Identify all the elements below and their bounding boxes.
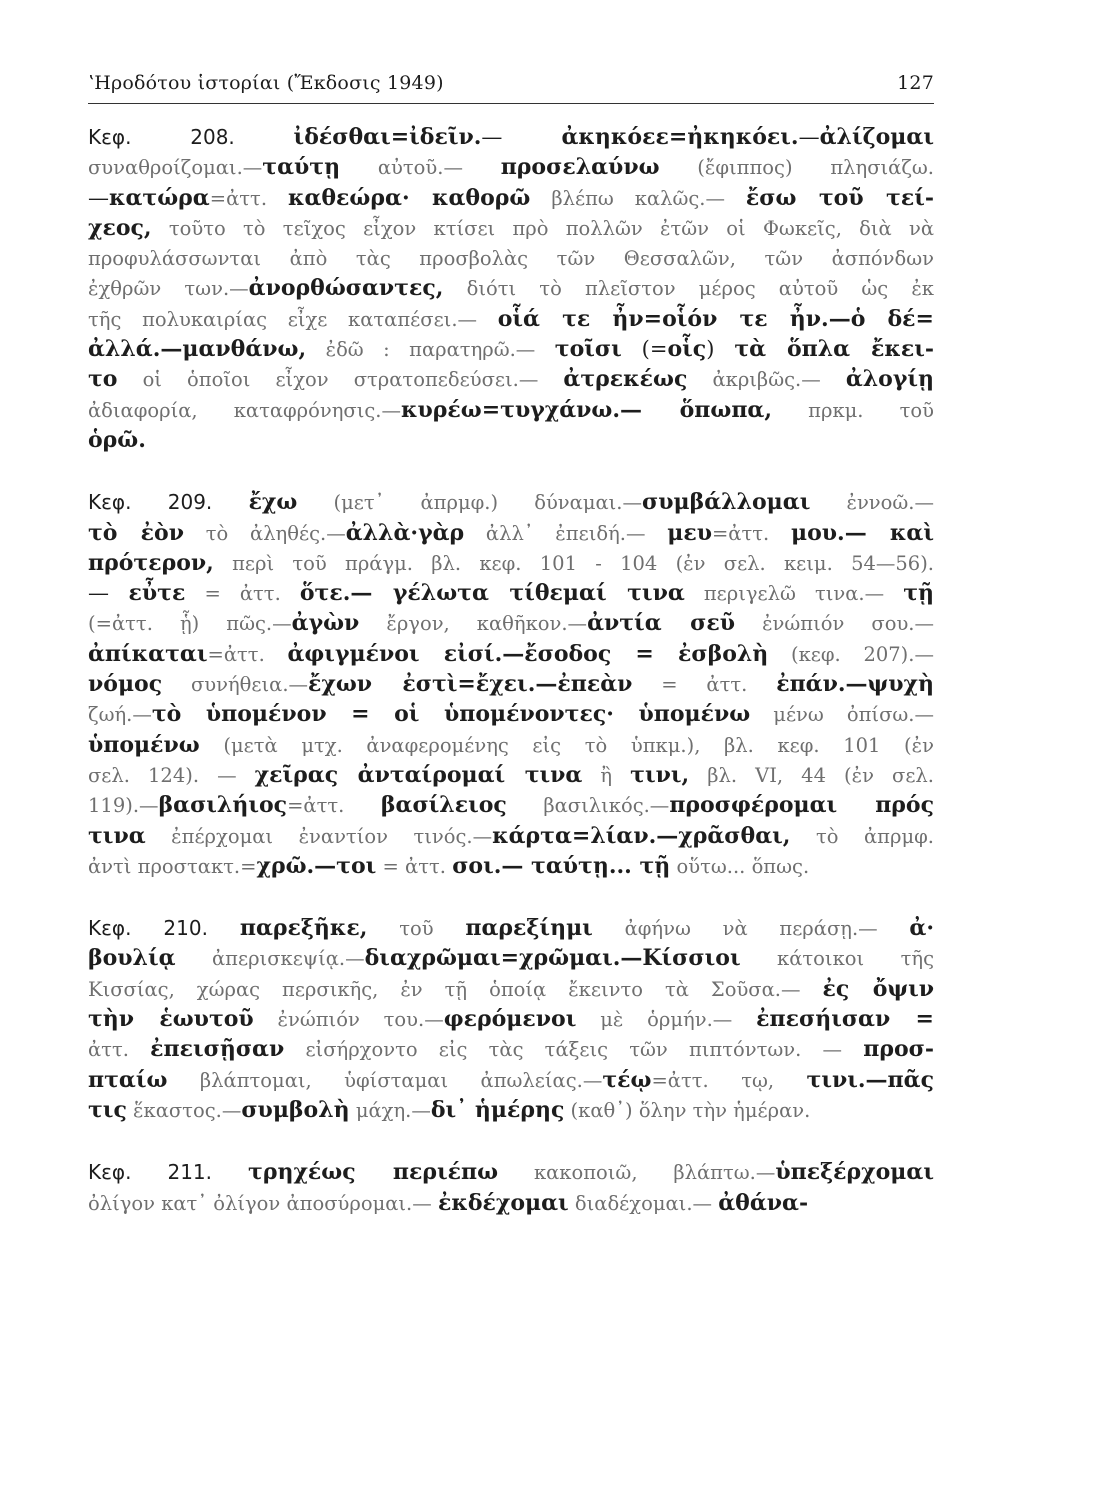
header-rule xyxy=(88,103,934,104)
lemma: ἀγὼν xyxy=(291,610,360,637)
lemma: ἀφιγμένοι εἰσί.—ἔσοδος = ἐσβολὴ xyxy=(287,640,769,667)
gloss: ἀττ. xyxy=(88,1038,151,1062)
lemma: ἀτρεκέως xyxy=(563,366,688,393)
gloss: — xyxy=(88,185,109,210)
gloss: (ἔφιππος) πλησιάζω. xyxy=(659,156,934,180)
gloss: ἐνώπιόν του.— xyxy=(253,1008,444,1032)
text-line xyxy=(88,395,934,425)
gloss: (μετὰ μτχ. ἀναφερομένης εἰς τὸ ὑπκμ.), βλ. κεφ. 101 (ἐν xyxy=(199,733,934,757)
lemma: ἀνορθώσαντες, xyxy=(248,275,444,302)
text-line xyxy=(88,639,934,669)
lemma: τινι.—πᾶς xyxy=(806,1066,934,1093)
lemma: τὰ ὅπλα ἔκει- xyxy=(734,336,935,363)
gloss: =ἀττ. xyxy=(711,521,791,545)
gloss: αὐτοῦ.— xyxy=(340,156,501,180)
gloss: συναθροίζομαι.— xyxy=(88,156,263,180)
gloss: βλάπτομαι, ὑφίσταμαι ἀπωλείας.— xyxy=(167,1068,603,1092)
lemma: το xyxy=(88,366,118,393)
lemma: χεος, xyxy=(88,214,152,241)
text-line xyxy=(88,334,934,364)
lemma: τινι, xyxy=(630,761,690,788)
lemma: ἐπάν.—ψυχὴ xyxy=(776,671,934,698)
lemma: εὖτε xyxy=(128,580,186,607)
lemma: νόμος xyxy=(88,671,163,698)
gloss: ἐνώπιόν σου.— xyxy=(735,612,935,636)
text-line xyxy=(88,943,934,973)
gloss: ἐννοῶ.— xyxy=(810,491,934,515)
lemma: καθεώρα· καθορῶ xyxy=(287,184,531,211)
lemma: ὑπομένω xyxy=(88,731,200,758)
lemma: ἐπεσήισαν = xyxy=(756,1006,934,1033)
gloss: διαδέχομαι.— xyxy=(568,1191,719,1215)
lemma: ἀντία σεῦ xyxy=(587,610,736,637)
lemma: βασίλειος xyxy=(380,792,507,819)
lemma: τὴν ἑωυτοῦ xyxy=(88,1006,254,1033)
chapter-label: Κεφ. 209. xyxy=(88,490,249,515)
lemma: πρότερον, xyxy=(88,549,214,576)
gloss: οὕτω... ὅπως. xyxy=(670,854,810,878)
text-line xyxy=(88,699,934,729)
lemma: μευ xyxy=(667,519,712,546)
paragraph-gap xyxy=(88,881,934,913)
gloss: πρκμ. τοῦ xyxy=(772,398,935,422)
gloss: ἀκριβῶς.— xyxy=(687,368,846,392)
lemma: τινα xyxy=(88,822,146,849)
text-line xyxy=(88,790,934,820)
gloss: =ἀττ. xyxy=(287,794,381,818)
text-line xyxy=(88,364,934,394)
gloss: τοῦ xyxy=(367,917,466,941)
lemma: ἀλογίῃ xyxy=(845,366,935,393)
text-line xyxy=(88,425,934,455)
text-line xyxy=(88,730,934,760)
gloss: ἀλλ᾽ ἐπειδή.— xyxy=(464,521,668,545)
text-line xyxy=(88,487,934,517)
commentary-body xyxy=(88,122,934,1218)
gloss: κακοποιῶ, βλάπτω.— xyxy=(498,1161,776,1185)
lemma: φερόμενοι xyxy=(443,1006,577,1033)
lemma: ἔσω τοῦ τεί- xyxy=(745,184,934,211)
gloss: βλέπω καλῶς.— xyxy=(530,186,746,210)
gloss: τὸ ἀπρμφ. xyxy=(790,824,934,848)
chapter-label: Κεφ. 210. xyxy=(88,916,240,941)
gloss: (κεφ. 207).— xyxy=(768,642,934,666)
lemma: τοῖσι xyxy=(554,336,622,363)
lemma: προσφέρομαι πρός xyxy=(669,792,934,819)
lemma: προσ- xyxy=(863,1036,934,1063)
lemma: ὁρῶ. xyxy=(88,426,146,453)
gloss: μένω ὀπίσω.— xyxy=(750,703,934,727)
lemma: βουλίᾳ xyxy=(88,945,176,972)
gloss: ἀφήνω νὰ περάσῃ.— xyxy=(592,917,910,941)
gloss: ἐπέρχομαι ἐναντίον τινός.— xyxy=(145,824,493,848)
gloss: (καθ᾽) ὅλην τὴν ἡμέραν. xyxy=(564,1098,811,1122)
paragraph-gap xyxy=(88,1125,934,1157)
chapter-label: Κεφ. 211. xyxy=(88,1160,249,1185)
text-line xyxy=(88,304,934,334)
gloss: — xyxy=(798,125,820,149)
chapter-paragraph xyxy=(88,122,934,455)
gloss: βασιλικός.— xyxy=(506,794,670,818)
gloss: ) xyxy=(706,337,735,362)
text-line xyxy=(88,1034,934,1064)
gloss: εἰσήρχοντο εἰς τὰς τάξεις τῶν πιπτόντων. — xyxy=(284,1038,864,1062)
gloss: ἢ xyxy=(582,763,631,787)
lemma: ὑπεξέρχομαι xyxy=(775,1159,934,1186)
text-line xyxy=(88,608,934,638)
gloss: ἀδιαφορία, καταφρόνησις.— xyxy=(88,398,402,422)
lemma: ἔχων ἐστὶ=ἔχει.—ἐπεὰν xyxy=(308,671,633,698)
lemma: τὸ ὑπομένον = οἱ ὑπομένοντες· ὑπομένω xyxy=(151,701,751,728)
lemma: σοι.— ταύτῃ... τῇ xyxy=(452,852,671,879)
text-line xyxy=(88,578,934,608)
lemma: τὸ ἐὸν xyxy=(88,519,184,546)
lemma: ἐς ὄψιν xyxy=(822,975,934,1002)
lemma: διαχρῶμαι=χρῶμαι.—Κίσσιοι xyxy=(364,945,741,972)
text-line xyxy=(88,913,934,943)
lemma: ἰδέσθαι=ἰδεῖν. xyxy=(293,124,482,150)
gloss: περὶ τοῦ πράγμ. βλ. κεφ. 101 - 104 (ἐν σελ. κειμ. 54—56). xyxy=(213,551,934,575)
text-line xyxy=(88,122,934,152)
text-line xyxy=(88,821,934,851)
lemma: χρῶ.—τοι xyxy=(256,852,377,879)
gloss: ζωή.— xyxy=(88,703,152,727)
lemma: συμβάλλομαι xyxy=(642,489,811,516)
lemma: δι᾽ ἡμέρης xyxy=(430,1096,565,1123)
lemma: πταίω xyxy=(88,1066,168,1093)
text-line xyxy=(88,1095,934,1125)
gloss: κάτοικοι τῆς xyxy=(740,947,934,971)
gloss: (=ἀττ. ᾗ) πῶς.— xyxy=(88,612,292,636)
lemma: κατώρα xyxy=(109,184,210,211)
chapter-label: Κεφ. 208. xyxy=(88,125,294,149)
gloss: τῆς πολυκαιρίας εἶχε καταπέσει.— xyxy=(88,307,498,331)
gloss: =ἀττ. xyxy=(207,642,288,666)
paragraph-gap xyxy=(88,455,934,487)
lemma: βασιλήιος xyxy=(158,792,288,819)
lemma: ἀλίζομαι xyxy=(819,124,934,150)
text-line xyxy=(88,183,934,213)
lemma: ἀλλὰ·γὰρ xyxy=(345,519,465,546)
lemma: ἔχω xyxy=(248,489,298,516)
text-line xyxy=(88,518,934,548)
text-line xyxy=(88,548,934,578)
gloss: σελ. 124). — xyxy=(88,763,255,787)
text-line xyxy=(88,213,934,243)
lemma: παρεξίημι xyxy=(465,915,593,942)
gloss: ἐχθρῶν των.— xyxy=(88,277,249,301)
gloss: = ἀττ. xyxy=(185,582,300,606)
text-line xyxy=(88,273,934,303)
text-line xyxy=(88,669,934,699)
gloss: προφυλάσσωνται ἀπὸ τὰς προσβολὰς τῶν Θεσσαλῶν, τῶν ἀσπόνδων xyxy=(88,247,934,271)
lemma: παρεξῆκε, xyxy=(239,915,368,942)
lemma: ὅτε.— γέλωτα τίθεμαί τινα xyxy=(299,580,685,607)
gloss: = ἀττ. xyxy=(376,854,453,878)
gloss: μάχη.— xyxy=(349,1098,431,1122)
gloss: Κισσίας, χώρας περσικῆς, ἐν τῇ ὁποίᾳ ἔκειντο τὰ Σοῦσα.— xyxy=(88,977,823,1001)
lemma: ταύτῃ xyxy=(262,154,341,181)
gloss: =ἀττ. τῳ, xyxy=(651,1068,807,1092)
gloss: ὀλίγον κατ᾽ ὀλίγον ἀποσύρομαι.— xyxy=(88,1191,438,1215)
gloss: τοῦτο τὸ τεῖχος εἶχον κτίσει πρὸ πολλῶν ἐτῶν οἱ Φωκεῖς, διὰ νὰ xyxy=(151,216,934,240)
lemma: οἷς xyxy=(667,336,707,363)
lemma: ἀ· xyxy=(909,915,934,942)
gloss: ἕκαστος.— xyxy=(126,1098,242,1122)
lemma: ἀκηκόεε=ἠκηκόει. xyxy=(561,124,799,150)
text-line xyxy=(88,1157,934,1187)
lemma: κάρτα=λίαν.—χρᾶσθαι, xyxy=(492,822,791,849)
lemma: ἀλλά.—μανθάνω, xyxy=(88,336,307,363)
lemma: ἐπεισῇσαν xyxy=(150,1036,285,1063)
text-line xyxy=(88,760,934,790)
text-line xyxy=(88,974,934,1004)
gloss: ἔργον, καθῆκον.— xyxy=(359,612,588,636)
gloss: 119).— xyxy=(88,794,159,818)
gloss: ἀντὶ προστακτ.= xyxy=(88,854,257,878)
gloss: διότι τὸ πλεῖστον μέρος αὐτοῦ ὡς ἐκ xyxy=(443,277,934,301)
gloss: ἐδῶ : παρατηρῶ.— xyxy=(306,338,555,362)
lemma: τις xyxy=(88,1096,127,1123)
gloss: (= xyxy=(621,337,668,362)
lemma: τέῳ xyxy=(602,1066,652,1093)
gloss: ἀπερισκεψίᾳ.— xyxy=(175,947,365,971)
lemma: τῇ xyxy=(903,580,934,607)
text-line xyxy=(88,243,934,273)
lemma: χεῖρας ἀνταίρομαί τινα xyxy=(254,761,583,788)
lemma: μου.— καὶ xyxy=(791,519,934,546)
lemma: κυρέω=τυγχάνω.— ὅπωπα, xyxy=(401,396,773,423)
lemma: ἐκδέχομαι xyxy=(437,1189,569,1216)
text-line xyxy=(88,1188,934,1218)
lemma: τρηχέως περιέπω xyxy=(248,1159,499,1186)
gloss: (μετ᾽ ἀπρμφ.) δύναμαι.— xyxy=(297,491,643,515)
gloss: — xyxy=(481,125,562,149)
page-number: 127 xyxy=(897,72,934,94)
gloss: — xyxy=(88,581,129,606)
gloss: μὲ ὁρμήν.— xyxy=(576,1008,757,1032)
lemma: ἀθάνα- xyxy=(718,1189,809,1216)
text-line xyxy=(88,152,934,182)
gloss: συνήθεια.— xyxy=(162,673,309,697)
gloss: βλ. VI, 44 (ἐν σελ. xyxy=(689,763,934,787)
text-line xyxy=(88,851,934,881)
lemma: συμβολὴ xyxy=(241,1096,350,1123)
chapter-paragraph xyxy=(88,487,934,881)
gloss: οἱ ὁποῖοι εἶχον στρατοπεδεύσει.— xyxy=(117,368,564,392)
chapter-paragraph xyxy=(88,1157,934,1218)
running-head-title: ʽΗροδότου ἱστορίαι (Ἔκδοσις 1949) xyxy=(88,72,444,94)
gloss: περιγελῶ τινα.— xyxy=(684,582,904,606)
text-line xyxy=(88,1065,934,1095)
lemma: ἀπίκαται xyxy=(88,640,208,667)
gloss: =ἀττ. xyxy=(209,186,288,210)
text-line xyxy=(88,1004,934,1034)
lemma: οἷά τε ἦν=οἷόν τε ἦν.—ὁ δέ= xyxy=(497,305,934,332)
gloss: = ἀττ. xyxy=(632,673,777,697)
gloss: τὸ ἀληθές.— xyxy=(184,521,346,545)
chapter-paragraph xyxy=(88,913,934,1125)
lemma: προσελαύνω xyxy=(500,154,660,181)
